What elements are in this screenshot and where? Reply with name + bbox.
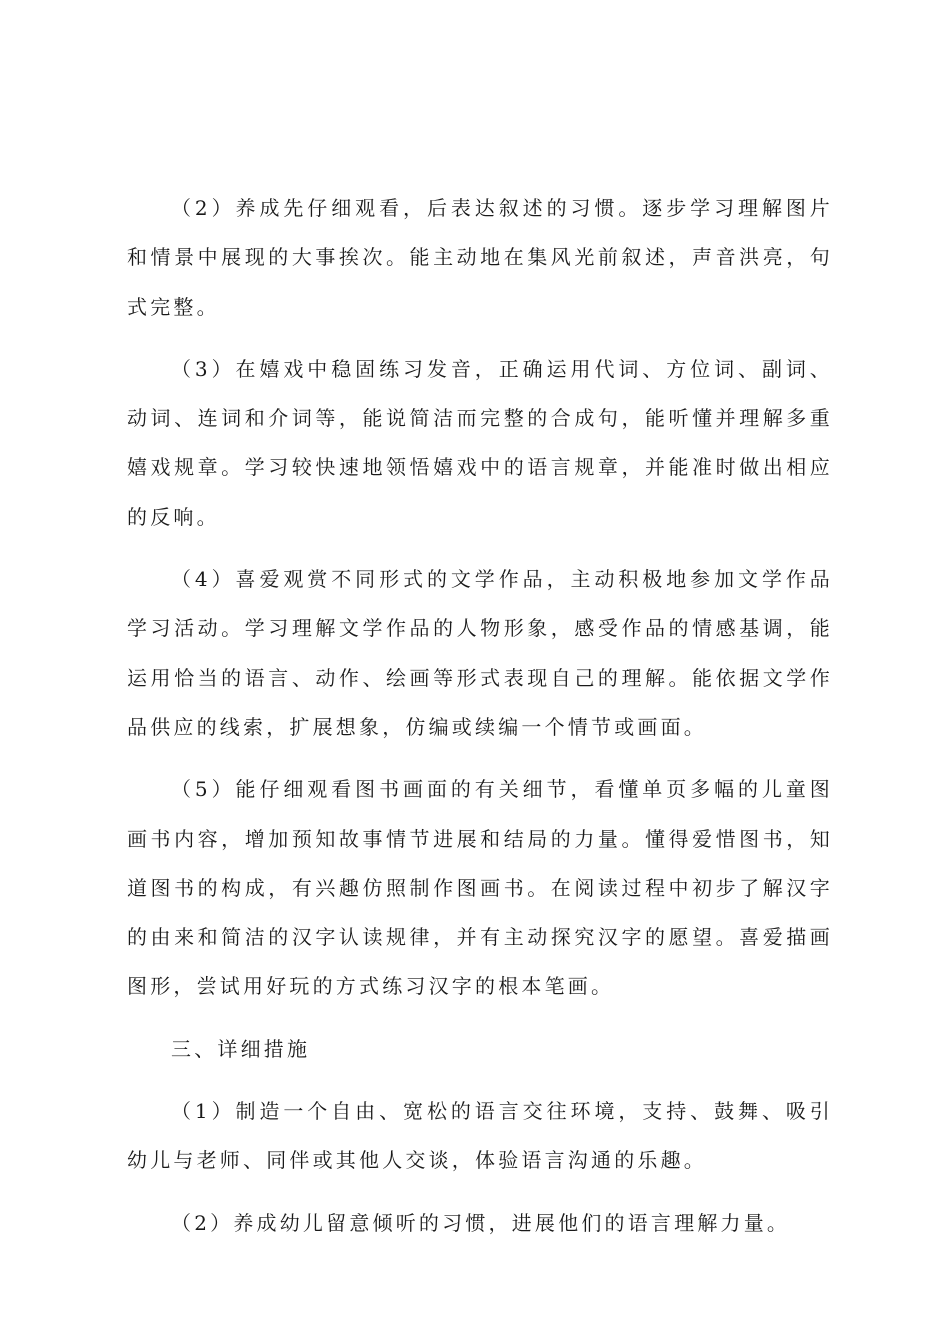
paragraph-goal-5: （5）能仔细观看图书画面的有关细节，看懂单页多幅的儿童图画书内容，增加预知故事情节进展和结局的力量。懂得爱惜图书，知道图书的构成，有兴趣仿照制作图画书。在阅读过程中初步了解汉字的由来和简洁的汉字认读规律，并有主动探究汉字的愿望。喜爱描画图形，尝试用好玩的方式练习汉字的根本笔画。 [127,777,833,999]
paragraph-measure-2: （2）养成幼儿留意倾听的习惯，进展他们的语言理解力量。 [171,1210,791,1235]
paragraph-goal-2: （2）养成先仔细观看，后表达叙述的习惯。逐步学习理解图片和情景中展现的大事挨次。能主动地在集风光前叙述，声音洪亮，句式完整。 [127,196,833,319]
paragraph-measure-1: （1）制造一个自由、宽松的语言交往环境，支持、鼓舞、吸引幼儿与老师、同伴或其他人交谈，体验语言沟通的乐趣。 [127,1099,833,1173]
paragraph-goal-4: （4）喜爱观赏不同形式的文学作品，主动积极地参加文学作品学习活动。学习理解文学作品的人物形象，感受作品的情感基调，能运用恰当的语言、动作、绘画等形式表现自己的理解。能依据文学作品供应的线索，扩展想象，仿编或续编一个情节或画面。 [127,567,833,739]
document-body [127,184,833,1261]
paragraph-goal-3: （3）在嬉戏中稳固练习发音，正确运用代词、方位词、副词、动词、连词和介词等，能说简洁而完整的合成句，能听懂并理解多重嬉戏规章。学习较快速地领悟嬉戏中的语言规章，并能准时做出相应的反响。 [127,356,833,529]
section-heading: 三、详细措施 [171,1036,311,1061]
